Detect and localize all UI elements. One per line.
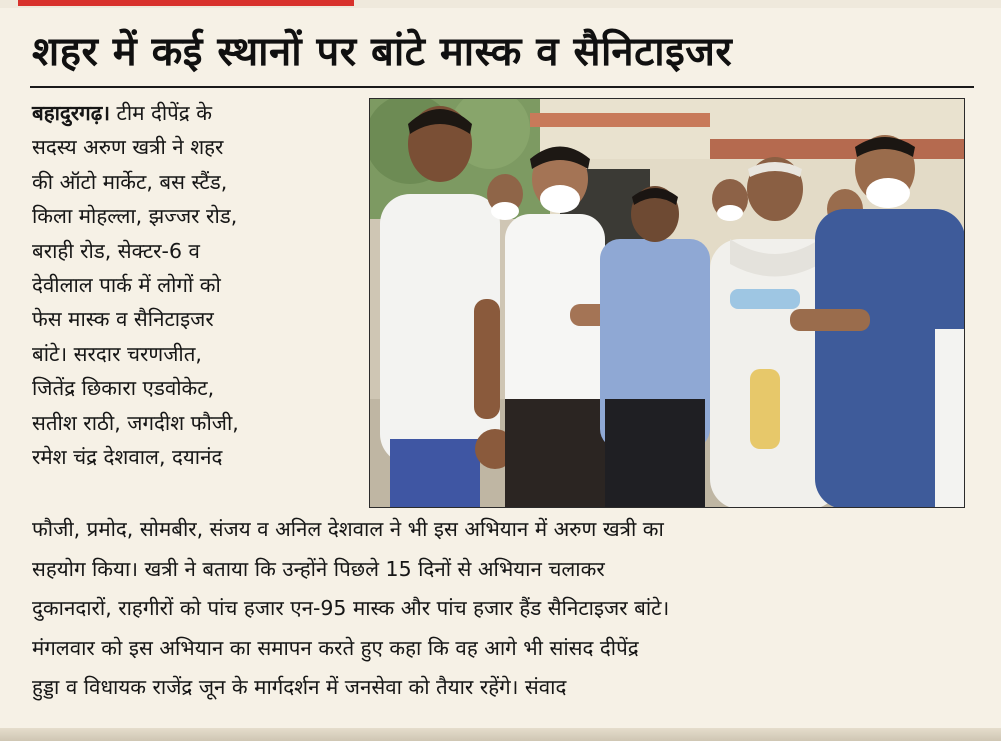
text-line: बराही रोड, सेक्टर-6 व (32, 238, 200, 263)
text-line: फेस मास्क व सैनिटाइजर (32, 307, 214, 332)
text-line: देवीलाल पार्क में लोगों को (32, 272, 221, 297)
news-photo (369, 98, 965, 508)
text-line: मंगलवार को इस अभियान का समापन करते हुए कहा कि वह आगे भी सांसद दीपेंद्र (32, 635, 639, 660)
text-line: फौजी, प्रमोद, सोमबीर, संजय व अनिल देशवाल ने भी इस अभियान में अरुण खत्री का (32, 517, 664, 541)
text-line: जितेंद्र छिकारा एडवोकेट, (32, 376, 215, 401)
headline: शहर में कई स्थानों पर बांटे मास्क व सैनिटाइजर (32, 29, 733, 75)
photo-illustration (370, 99, 965, 508)
section-accent-bar (18, 0, 354, 6)
text-line: सदस्य अरुण खत्री ने शहर (32, 135, 224, 160)
top-strip (0, 0, 1001, 8)
page-bottom-edge (0, 728, 1001, 741)
text-line: सहयोग किया। खत्री ने बताया कि उन्होंने पिछले 15 दिनों से अभियान चलाकर (32, 556, 605, 581)
text-line: किला मोहल्ला, झज्जर रोड, (32, 204, 238, 229)
text-line: दुकानदारों, राहगीरों को पांच हजार एन-95 मास्क और पांच हजार हैंड सैनिटाइजर बांटे। (32, 596, 670, 620)
text-line: की ऑटो मार्केट, बस स्टैंड, (32, 169, 228, 194)
article-column-text (32, 96, 362, 474)
text-line: सतीश राठी, जगदीश फौजी, (32, 410, 239, 435)
headline-rule (30, 86, 974, 88)
text-line: हुड्डा व विधायक राजेंद्र जून के मार्गदर्शन में जनसेवा को तैयार रहेंगे। संवाद (32, 675, 567, 699)
dateline: बहादुरगढ़। (32, 101, 111, 125)
text-line-fragment: टीम दीपेंद्र के (110, 101, 212, 125)
text-line: रमेश चंद्र देशवाल, दयानंद (32, 444, 223, 469)
article-full-width-text (32, 510, 972, 708)
text-line (32, 96, 362, 130)
text-line: बांटे। सरदार चरणजीत, (32, 341, 202, 366)
